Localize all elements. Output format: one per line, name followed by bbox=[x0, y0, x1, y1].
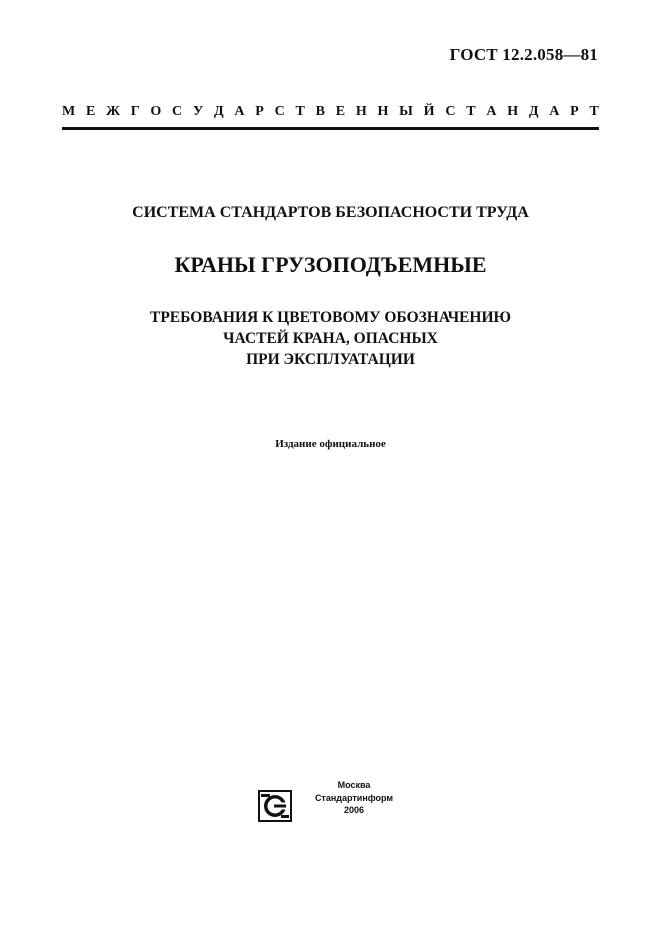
interstate-letter: С bbox=[274, 104, 285, 119]
interstate-letter: М bbox=[62, 104, 76, 119]
interstate-letter: С bbox=[445, 104, 456, 119]
edition-note: Издание официальное bbox=[275, 438, 386, 450]
interstate-letter: Т bbox=[466, 104, 476, 119]
interstate-letter: А bbox=[234, 104, 245, 119]
interstate-letter: Й bbox=[423, 104, 435, 119]
publisher-text bbox=[306, 779, 402, 817]
interstate-letter: Н bbox=[377, 104, 389, 119]
standartinform-logo-icon bbox=[258, 790, 292, 822]
subtitle bbox=[0, 307, 661, 370]
interstate-letter: Р bbox=[255, 104, 264, 119]
interstate-letter: Е bbox=[85, 104, 96, 119]
publication-year: 2006 bbox=[343, 805, 365, 815]
subtitle-line: ПРИ ЭКСПЛУАТАЦИИ bbox=[246, 351, 415, 368]
subtitle-line: ТРЕБОВАНИЯ К ЦВЕТОВОМУ ОБОЗНАЧЕНИЮ bbox=[149, 309, 511, 326]
main-title: КРАНЫ ГРУЗОПОДЪЕМНЫЕ bbox=[174, 252, 487, 277]
publisher-block bbox=[258, 776, 398, 824]
interstate-letter: Г bbox=[130, 104, 140, 119]
gost-number: ГОСТ 12.2.058—81 bbox=[449, 45, 598, 64]
interstate-letter: Е bbox=[335, 104, 346, 119]
interstate-letter: Н bbox=[355, 104, 367, 119]
interstate-letter: Р bbox=[570, 104, 579, 119]
interstate-letter: Н bbox=[507, 104, 519, 119]
interstate-letter: Т bbox=[589, 104, 599, 119]
interstate-letter: А bbox=[549, 104, 560, 119]
interstate-standard-heading bbox=[62, 103, 599, 121]
interstate-letter: С bbox=[172, 104, 183, 119]
interstate-letter: Д bbox=[528, 104, 539, 119]
interstate-letter: У bbox=[192, 104, 204, 119]
subtitle-line: ЧАСТЕЙ КРАНА, ОПАСНЫХ bbox=[223, 330, 438, 347]
interstate-letter: В bbox=[315, 104, 325, 119]
interstate-letter: Д bbox=[213, 104, 224, 119]
interstate-letter: Ж bbox=[106, 104, 120, 119]
interstate-letter: Т bbox=[295, 104, 305, 119]
system-title: СИСТЕМА СТАНДАРТОВ БЕЗОПАСНОСТИ ТРУДА bbox=[132, 204, 529, 221]
publisher-name: Стандартинформ bbox=[314, 792, 394, 803]
interstate-letter: А bbox=[486, 104, 497, 119]
interstate-letter: Ы bbox=[399, 104, 413, 119]
header-rule bbox=[62, 127, 599, 130]
interstate-letter: О bbox=[150, 104, 162, 119]
publisher-city: Москва bbox=[337, 780, 371, 790]
